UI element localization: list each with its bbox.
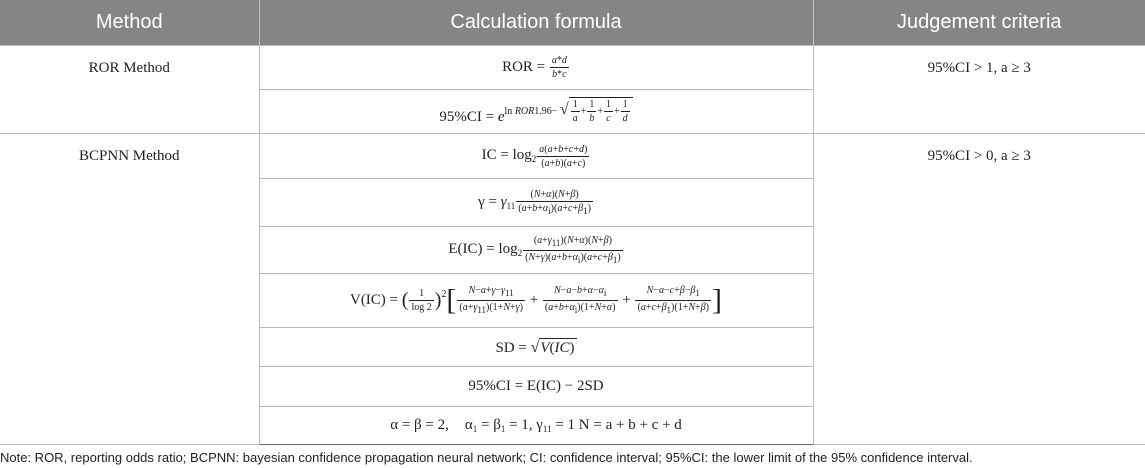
- ror-row-1: [0, 46, 1145, 90]
- header-method: Method: [0, 0, 259, 46]
- header-formula: Calculation formula: [259, 0, 813, 46]
- gamma-formula: $\gamma = \gamma_{11}$ $\frac{(N+\alpha)(N+\beta)}{(a+b+\alpha i)(a+c+\beta 1)}$: [259, 179, 813, 227]
- vic-formula: V(IC) = ( $\frac{1}{\log 2}$ )$^2$[ $\frac{N-a+\gamma-\gamma 11}{(a+\gamma 11)(1+N+\gamma)}$ + $\frac{N-a-b+\alpha-\alpha i}{(a+b+\alpha i)(1+N+\alpha)}$ + $\frac{N-a-c+\beta-\beta 1}{(a+c+\beta 1)(1+N+\beta)}$ ]: [259, 274, 813, 328]
- bcpnn-row-1: [0, 134, 1145, 179]
- table-note: Note: ROR, reporting odds ratio; BCPNN: bayesian confidence propagation neural network; CI: confidence interval; 95%CI: the lower limit of the 95% confidence interval.: [0, 450, 973, 465]
- eic-formula: $E(IC) = \log_2$ $\frac{(a+\gamma 11)(N+\alpha)(N+\beta)}{(N+\gamma)(a+b+\alpha i)(a+c+\beta 1)}$: [259, 227, 813, 274]
- ic-formula: IC = $\log_2$ $\frac{a(a+b+c+d)}{(a+b)(a+c)}$: [259, 134, 813, 179]
- parameters-formula: α = β = 2, $\alpha_1 = \beta_1 = 1$, $\gamma_{11} = 1$ N = a + b + c + d: [259, 407, 813, 445]
- bcpnn-method-cell: BCPNN Method: [0, 134, 259, 445]
- bcpnn-criteria-cell: 95%CI > 0, a ≥ 3: [813, 134, 1145, 445]
- ror-ci-formula: $95\%CI = e^{ln ROR1.96- √ \frac{1}{a} + \frac{1}{b} + \frac{1}{c} + \frac{1}{d}}$: [259, 90, 813, 134]
- ror-criteria-cell: 95%CI > 1, a ≥ 3: [813, 46, 1145, 134]
- header-row: [0, 0, 1145, 46]
- ror-formula: ROR = $\frac{a*d}{b*c}$: [259, 46, 813, 90]
- header-criteria: Judgement criteria: [813, 0, 1145, 46]
- bcpnn-ci-formula: 95%CI = E(IC) − 2SD: [259, 367, 813, 407]
- sd-formula: SD = √V(IC): [259, 328, 813, 367]
- ror-method-cell: ROR Method: [0, 46, 259, 134]
